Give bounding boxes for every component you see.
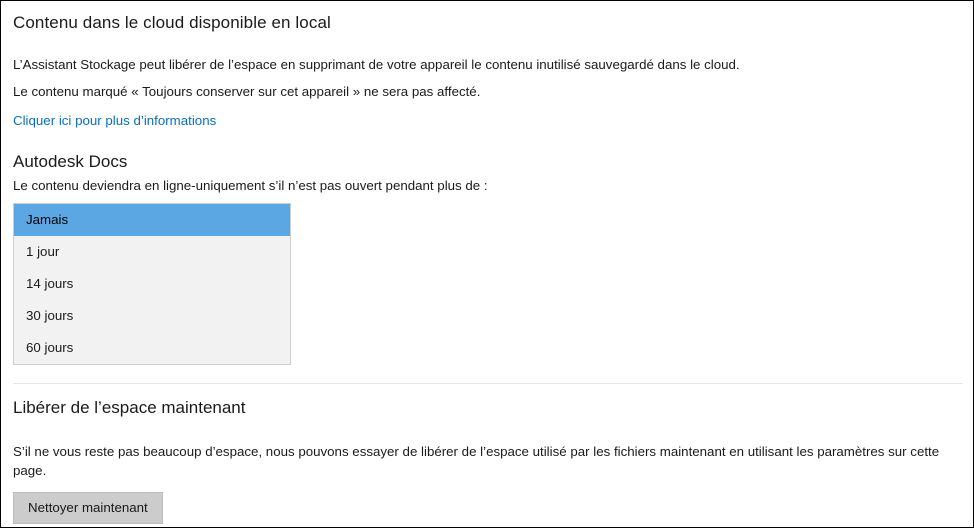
listbox-option-1-jour[interactable]: 1 jour (26, 243, 60, 259)
listbox-option-14-jours[interactable]: 14 jours (26, 275, 74, 291)
section-divider (13, 383, 963, 384)
autodesk-docs-description: Le contenu deviendra en ligne-uniquement s’il n’est pas ouvert pendant plus de : (13, 177, 488, 193)
intro-paragraph-1: L’Assistant Stockage peut libérer de l’espace en supprimant de votre appareil le contenu inutilisé sauvegardé dans le cloud. (13, 57, 740, 72)
clean-now-button[interactable]: Nettoyer maintenant (13, 492, 163, 524)
autodesk-docs-heading: Autodesk Docs (13, 151, 128, 171)
listbox-option-60-jours[interactable]: 60 jours (26, 339, 74, 355)
retention-period-listbox[interactable] (13, 203, 291, 365)
free-space-heading: Libérer de l’espace maintenant (13, 397, 246, 417)
more-info-link[interactable]: Cliquer ici pour plus d’informations (13, 112, 217, 128)
settings-content (1, 1, 973, 527)
listbox-option-jamais[interactable]: Jamais (14, 204, 290, 236)
intro-paragraph-2: Le contenu marqué « Toujours conserver sur cet appareil » ne sera pas affecté. (13, 84, 481, 100)
listbox-option-30-jours[interactable]: 30 jours (26, 307, 74, 323)
page-title: Contenu dans le cloud disponible en local (13, 13, 331, 32)
free-space-description: S’il ne vous reste pas beaucoup d’espace, nous pouvons essayer de libérer de l’espace utilisé par les fichiers maintenant en utilisant les paramètres sur cette page. (13, 443, 940, 478)
